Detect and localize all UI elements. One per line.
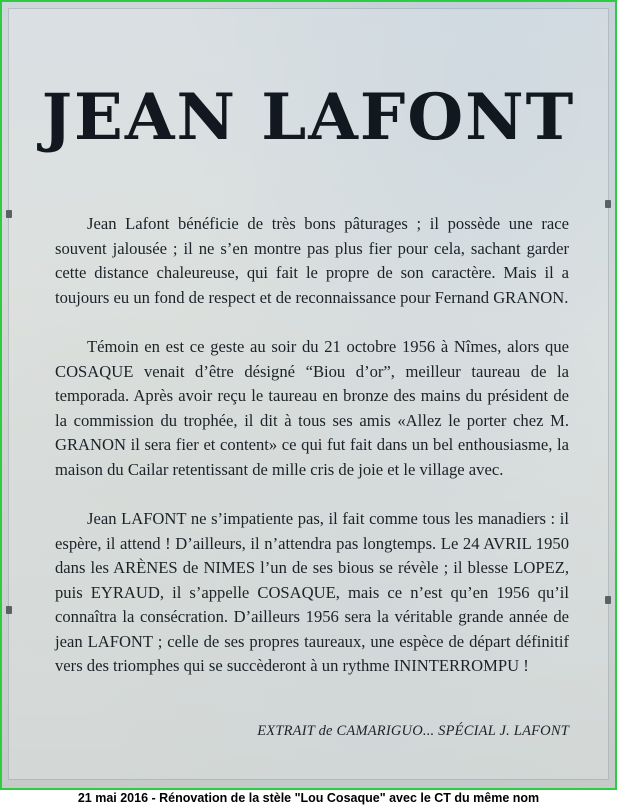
plaque-body xyxy=(55,212,569,704)
photo-caption: 21 mai 2016 - Rénovation de la stèle "Lou Cosaque" avec le CT du même nom xyxy=(77,791,540,805)
mount-screw xyxy=(605,200,611,208)
mount-screw xyxy=(6,210,12,218)
paragraph: Jean LAFONT ne s’impatiente pas, il fait comme tous les manadiers : il espère, il attend ! D’ailleurs, il n’attendra pas longtemps. Le 24 AVRIL 1950 dans les ARÈNES de NIMES l’un de ses bious se révèle ; il blesse LOPEZ, puis EYRAUD, il s’appelle COSAQUE, mais ce n’est qu’en 1956 qu’il connaîtra la consécration. D’ailleurs 1956 sera la véritable grande année de jean LAFONT ; celle de ses propres taureaux, une espèce de départ définitif vers des triomphes qui se succèderont à un rythme ININTERROMPU ! xyxy=(55,509,569,675)
paragraph: Témoin en est ce geste au soir du 21 octobre 1956 à Nîmes, alors que COSAQUE venait d’être désigné “Biou d’or”, meilleur taureau de la temporada. Après avoir reçu le taureau en bronze des mains du président de la commission du trophée, il dit à tous ses amis «Allez le porter chez M. GRANON il sera fier et content» ce qui fut fait dans un bel enthousiasme, la maison du Cailar retentissant de mille cris de joie et le village avec. xyxy=(55,337,569,479)
paragraph: Jean Lafont bénéficie de très bons pâturages ; il possède une race souvent jalousée ; il ne s’en montre pas plus fier pour cela, sachant garder cette distance chaleureuse, qui fait le propre de son caractère. Mais il a toujours eu un fond de respect et de reconnaissance pour Fernand GRANON. xyxy=(55,214,569,307)
plaque-title: JEAN LAFONT xyxy=(41,80,576,155)
source-extract: EXTRAIT de CAMARIGUO... SPÉCIAL J. LAFONT xyxy=(257,723,569,739)
mount-screw xyxy=(605,596,611,604)
mount-screw xyxy=(6,606,12,614)
